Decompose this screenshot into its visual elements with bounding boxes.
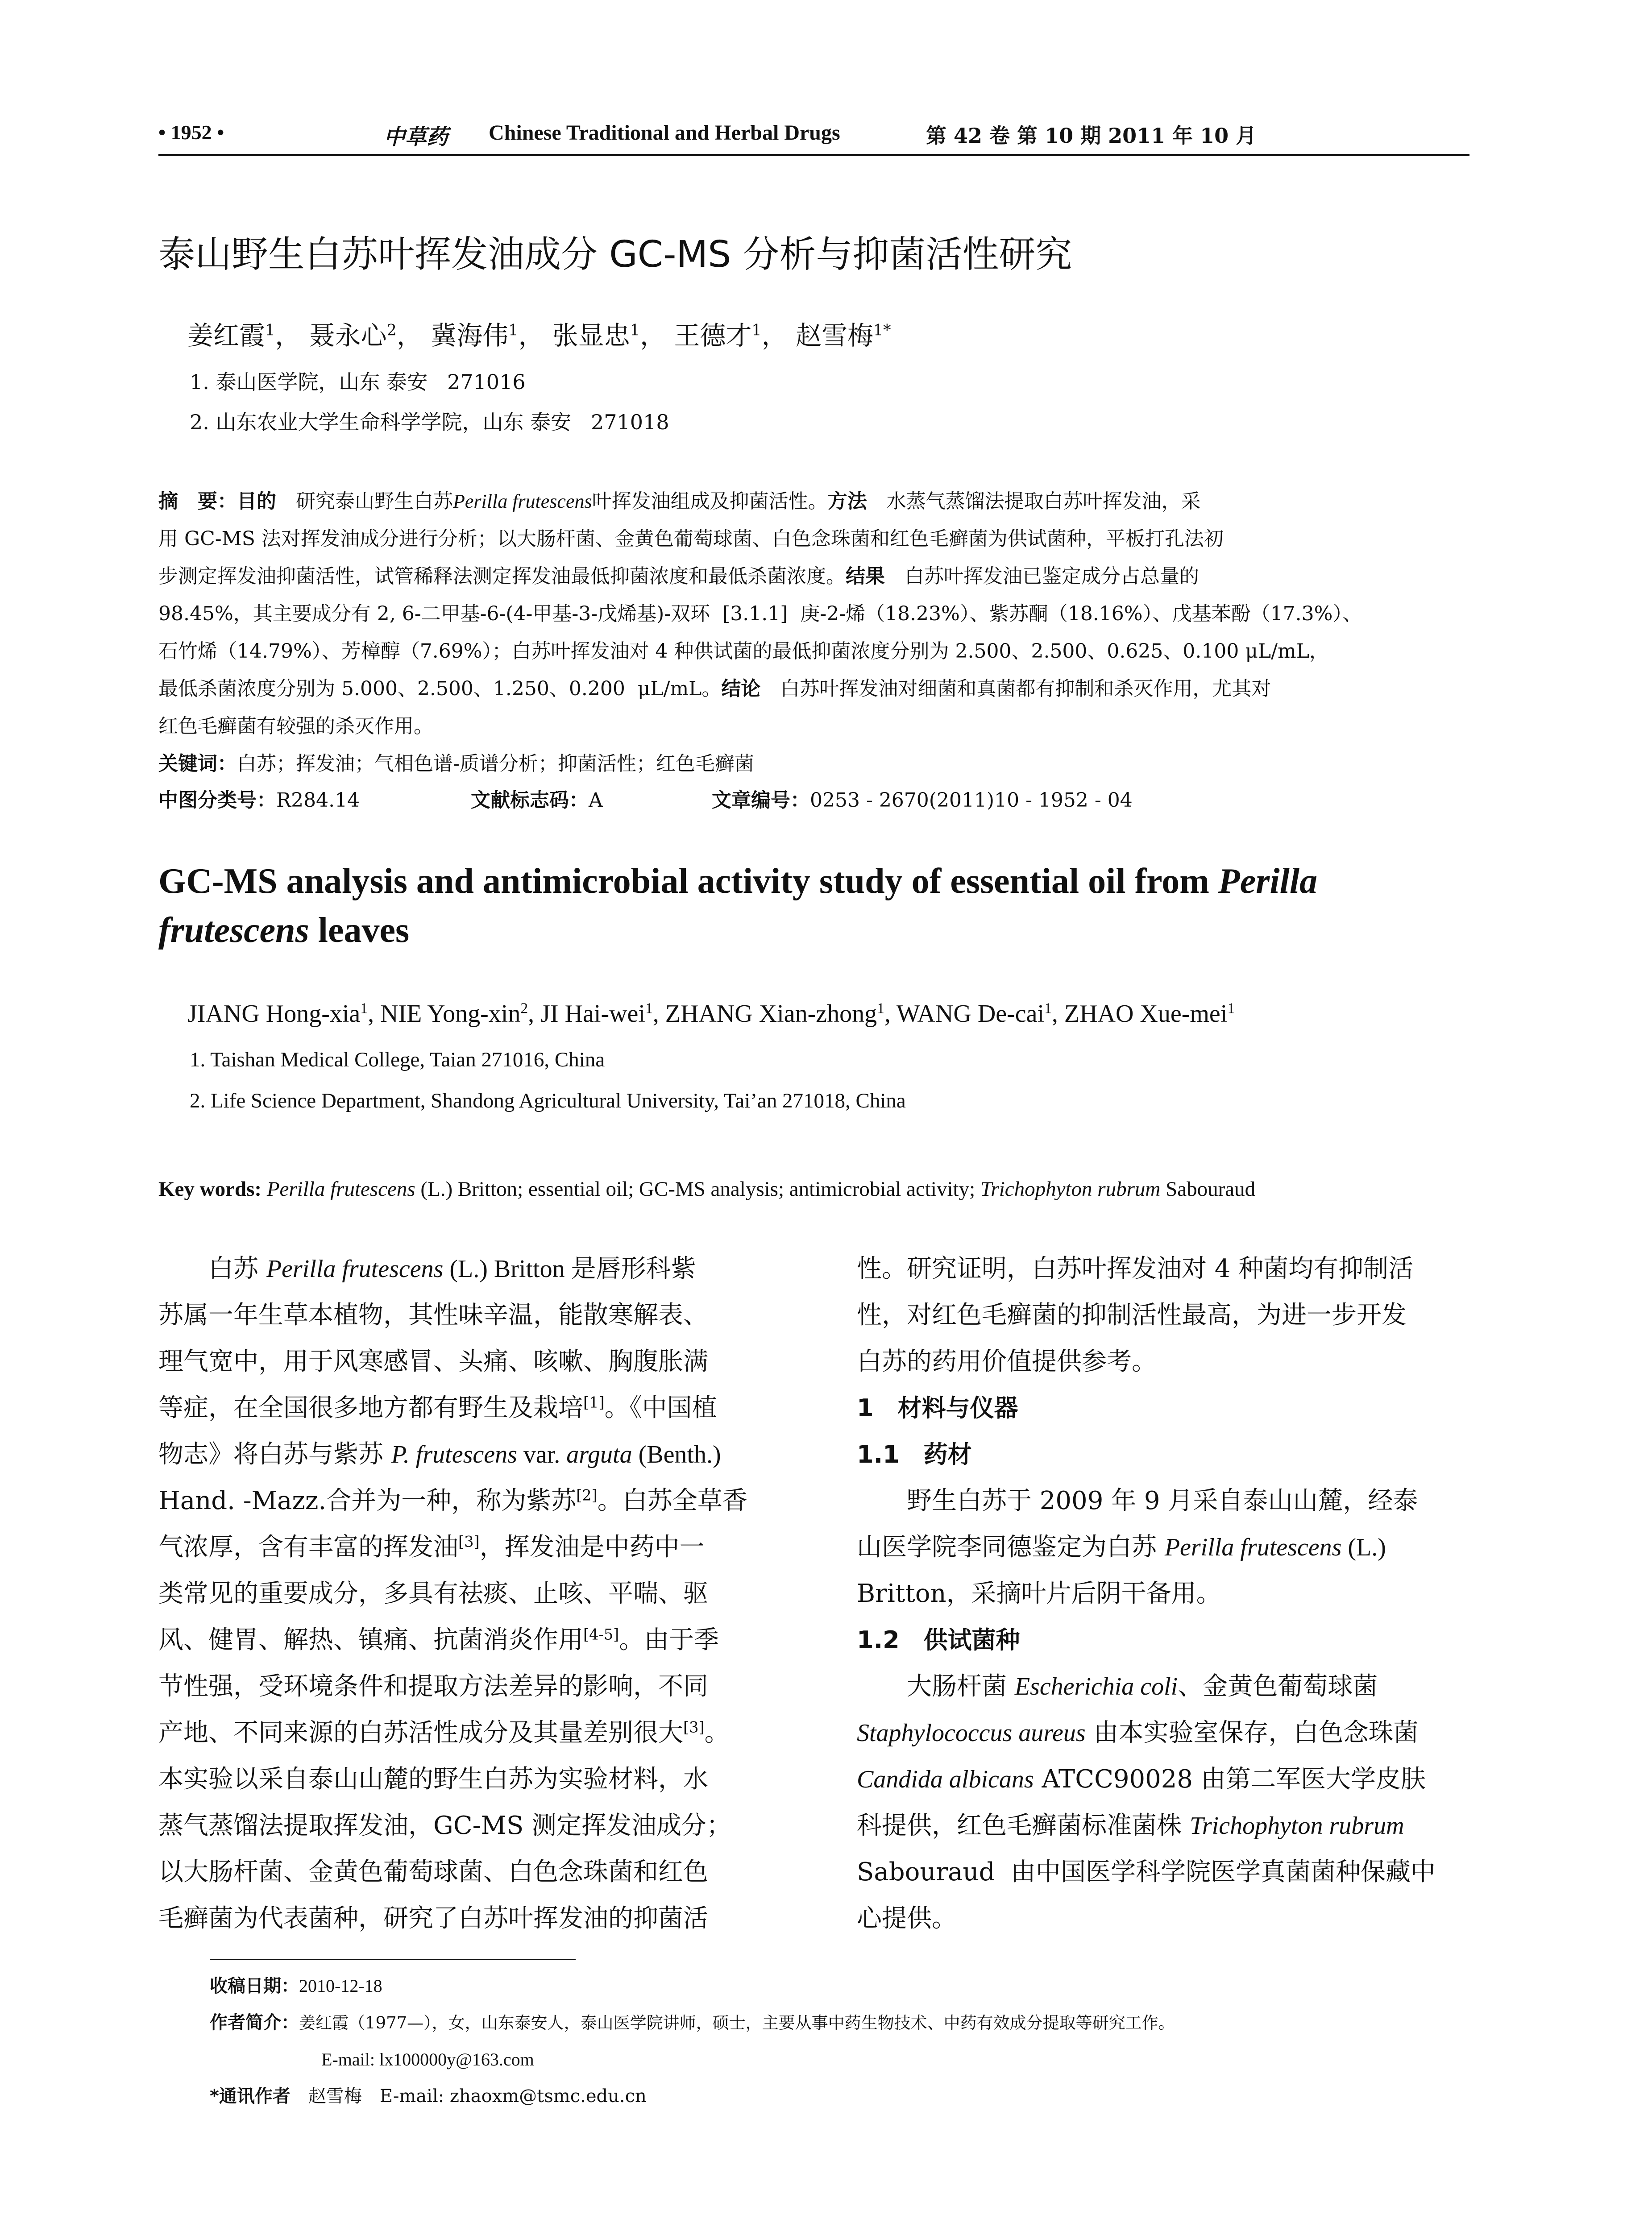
journal-name-cn: 中草药 <box>384 124 448 149</box>
footnote-rule <box>210 1959 576 1960</box>
subsection-heading: 1.2 供试菌种 <box>857 1626 1020 1654</box>
keywords-en: Key words: Perilla frutescens (L.) Britton; essential oil; GC-MS analysis; antimicrobial activity; Trichophyton rubrum Sabouraud <box>158 1178 1256 1201</box>
affiliation-cn-2: 2. 山东农业大学生命科学学院，山东 泰安 271018 <box>190 410 669 434</box>
author-en: JI Hai-wei$^1$ <box>540 1000 653 1028</box>
author-cn: 赵雪梅$^{1*}$ <box>795 320 891 351</box>
author-cn: 冀海伟$^1$ <box>431 320 519 351</box>
journal-name-en: Chinese Traditional and Herbal Drugs <box>489 121 840 145</box>
author-en: ZHAO Xue-mei$^1$ <box>1064 1000 1235 1028</box>
affiliation-en-1: 1. Taishan Medical College, Taian 271016, China <box>190 1048 605 1071</box>
page-number: • 1952 • <box>158 121 224 144</box>
affiliation-en-2: 2. Life Science Department, Shandong Agricultural University, Tai’an 271018, China <box>190 1089 906 1112</box>
title-en: GC-MS analysis and antimicrobial activity study of essential oil from Perilla frutescens leaves <box>158 862 1318 950</box>
authors-cn: 姜红霞$^1$， 聂永心$^2$， 冀海伟$^1$， 张显忠$^1$， 王德才$^1$， 赵雪梅$^{1*}$ <box>187 320 891 351</box>
section-heading: 1 材料与仪器 <box>857 1394 1018 1422</box>
keywords-cn: 关键词：白苏；挥发油；气相色谱-质谱分析；抑菌活性；红色毛癣菌 <box>158 752 754 775</box>
footnotes: 收稿日期：2010-12-18 作者简介：姜红霞（1977—），女，山东泰安人，泰山医学院讲师，硕士，主要从事中药生物技术、中药有效成分提取等研究工作。 E-mail: lx100000y@163.com *通讯作者 赵雪梅 E-mail: zhaoxm@tsmc.edu.cn <box>210 1976 1175 2107</box>
title-cn: 泰山野生白苏叶挥发油成分 GC-MS 分析与抑菌活性研究 <box>158 233 1072 276</box>
authors-en: JIANG Hong-xia$^1$, NIE Yong-xin$^2$, JI Hai-wei$^1$, ZHANG Xian-zhong$^1$, WANG De-cai$^1$, ZHAO Xue-mei$^1$ <box>187 1000 1235 1028</box>
affiliation-cn-1: 1. 泰山医学院，山东 泰安 271016 <box>190 370 526 394</box>
author-en: ZHANG Xian-zhong$^1$ <box>665 1000 884 1028</box>
issue-info: 第 42 卷 第 10 期 2011 年 10 月 <box>926 124 1257 148</box>
author-cn: 聂永心$^2$ <box>309 320 397 351</box>
author-en: JIANG Hong-xia$^1$ <box>187 1000 368 1028</box>
header-rule <box>158 154 1469 156</box>
author-cn: 张显忠$^1$ <box>552 320 640 351</box>
body-left-column: 白苏 Perilla frutescens (L.) Britton 是唇形科紫 苏属一年生草本植物，其性味辛温，能散寒解表、 理气宽中，用于风寒感冒、头痛、咳嗽、胸腹胀满 等症，在全国很多地方都有野生及栽培[1]。《中国植 物志》将白苏与紫苏 P. frutescens var. arguta (Benth.) Hand. -Mazz.合并为一种，称为紫苏[2]。白苏全草香 气浓厚，含有丰富的挥发油[3]，挥发油是中药中一 类常见的重要成分，多具有祛痰、止咳、平喘、驱 风、健胃、解热、镇痛、抗菌消炎作用[4-5]。由于季 节性强，受环境条件和提取方法差异的影响，不同 产地、不同来源的白苏活性成分及其量差别很大[3]。 本实验以采自泰山山麓的野生白苏为实验材料，水 蒸气蒸馏法提取挥发油，GC-MS 测定挥发油成分； 以大肠杆菌、金黄色葡萄球菌、白色念珠菌和红色 毛癣菌为代表菌种，研究了白苏叶挥发油的抑菌活 <box>158 1254 747 1933</box>
author-cn: 王德才$^1$ <box>674 320 762 351</box>
body-right-column: 性。研究证明，白苏叶挥发油对 4 种菌均有抑制活 性，对红色毛癣菌的抑制活性最高，为进一步开发 白苏的药用价值提供参考。 1 材料与仪器 1.1 药材 野生白苏于 2009 年 9 月采自泰山山麓，经泰 山医学院李同德鉴定为白苏 Perilla frutescens (L.) Britton，采摘叶片后阴干备用。 1.2 供试菌种 大肠杆菌 Escherichia coli、金黄色葡萄球菌 Staphylococcus aureus 由本实验室保存，白色念珠菌 Candida albicans ATCC90028 由第二军医大学皮肤 科提供，红色毛癣菌标准菌株 Trichophyton rubrum Sabouraud 由中国医学科学院医学真菌菌种保藏中 心提供。 <box>857 1254 1436 1933</box>
subsection-heading: 1.1 药材 <box>857 1440 972 1468</box>
author-en: NIE Yong-xin$^2$ <box>380 1000 528 1028</box>
author-cn: 姜红霞$^1$ <box>187 320 275 351</box>
author-en: WANG De-cai$^1$ <box>896 1000 1052 1028</box>
